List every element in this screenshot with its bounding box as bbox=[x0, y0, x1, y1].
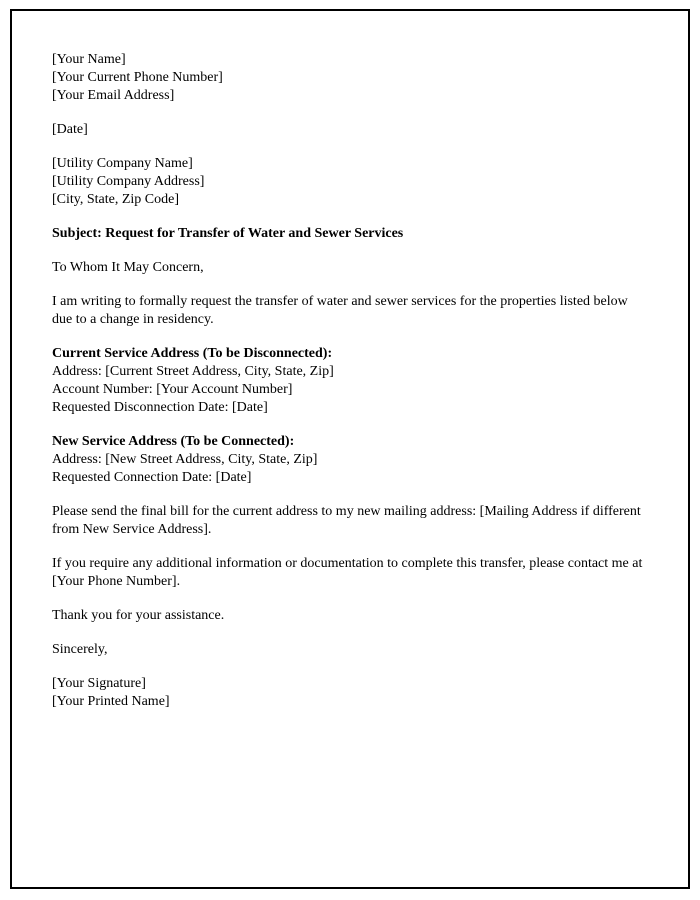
intro-text: I am writing to formally request the transfer of water and sewer services for the properties listed below due to a change in residency. bbox=[52, 294, 628, 327]
intro-paragraph bbox=[52, 293, 644, 329]
salutation: To Whom It May Concern, bbox=[52, 260, 204, 275]
current-service-disconnect-date: Requested Disconnection Date: [Date] bbox=[52, 400, 268, 415]
new-service-heading: New Service Address (To be Connected): bbox=[52, 434, 295, 449]
current-service-section bbox=[52, 345, 644, 417]
recipient-block bbox=[52, 155, 644, 209]
current-service-account: Account Number: [Your Account Number] bbox=[52, 382, 293, 397]
subject-line: Subject: Request for Transfer of Water and Sewer Services bbox=[52, 226, 404, 241]
signature-block bbox=[52, 675, 644, 711]
signature-line: [Your Signature] bbox=[52, 676, 146, 691]
date-block bbox=[52, 121, 644, 139]
sender-phone: [Your Current Phone Number] bbox=[52, 70, 223, 85]
printed-name-line: [Your Printed Name] bbox=[52, 694, 170, 709]
current-service-heading: Current Service Address (To be Disconnected): bbox=[52, 346, 333, 361]
recipient-company: [Utility Company Name] bbox=[52, 156, 193, 171]
subject-block bbox=[52, 225, 644, 243]
thanks-paragraph bbox=[52, 607, 644, 625]
salutation-block bbox=[52, 259, 644, 277]
final-bill-paragraph bbox=[52, 503, 644, 539]
new-service-section bbox=[52, 433, 644, 487]
new-service-connect-date: Requested Connection Date: [Date] bbox=[52, 470, 252, 485]
final-bill-text: Please send the final bill for the current address to my new mailing address: [Mailing Address if different from New Service Address]. bbox=[52, 504, 641, 537]
contact-text: If you require any additional information or documentation to complete this transfer, please contact me at [Your Phone Number]. bbox=[52, 556, 643, 589]
recipient-city-state-zip: [City, State, Zip Code] bbox=[52, 192, 180, 207]
closing-text: Sincerely, bbox=[52, 642, 108, 657]
sender-block bbox=[52, 51, 644, 105]
contact-paragraph bbox=[52, 555, 644, 591]
letter-page bbox=[10, 9, 690, 889]
sender-email: [Your Email Address] bbox=[52, 88, 175, 103]
sender-name: [Your Name] bbox=[52, 52, 126, 67]
recipient-address: [Utility Company Address] bbox=[52, 174, 205, 189]
closing-block bbox=[52, 641, 644, 659]
letter-date: [Date] bbox=[52, 122, 88, 137]
thanks-text: Thank you for your assistance. bbox=[52, 608, 225, 623]
new-service-address: Address: [New Street Address, City, State, Zip] bbox=[52, 452, 318, 467]
current-service-address: Address: [Current Street Address, City, State, Zip] bbox=[52, 364, 334, 379]
